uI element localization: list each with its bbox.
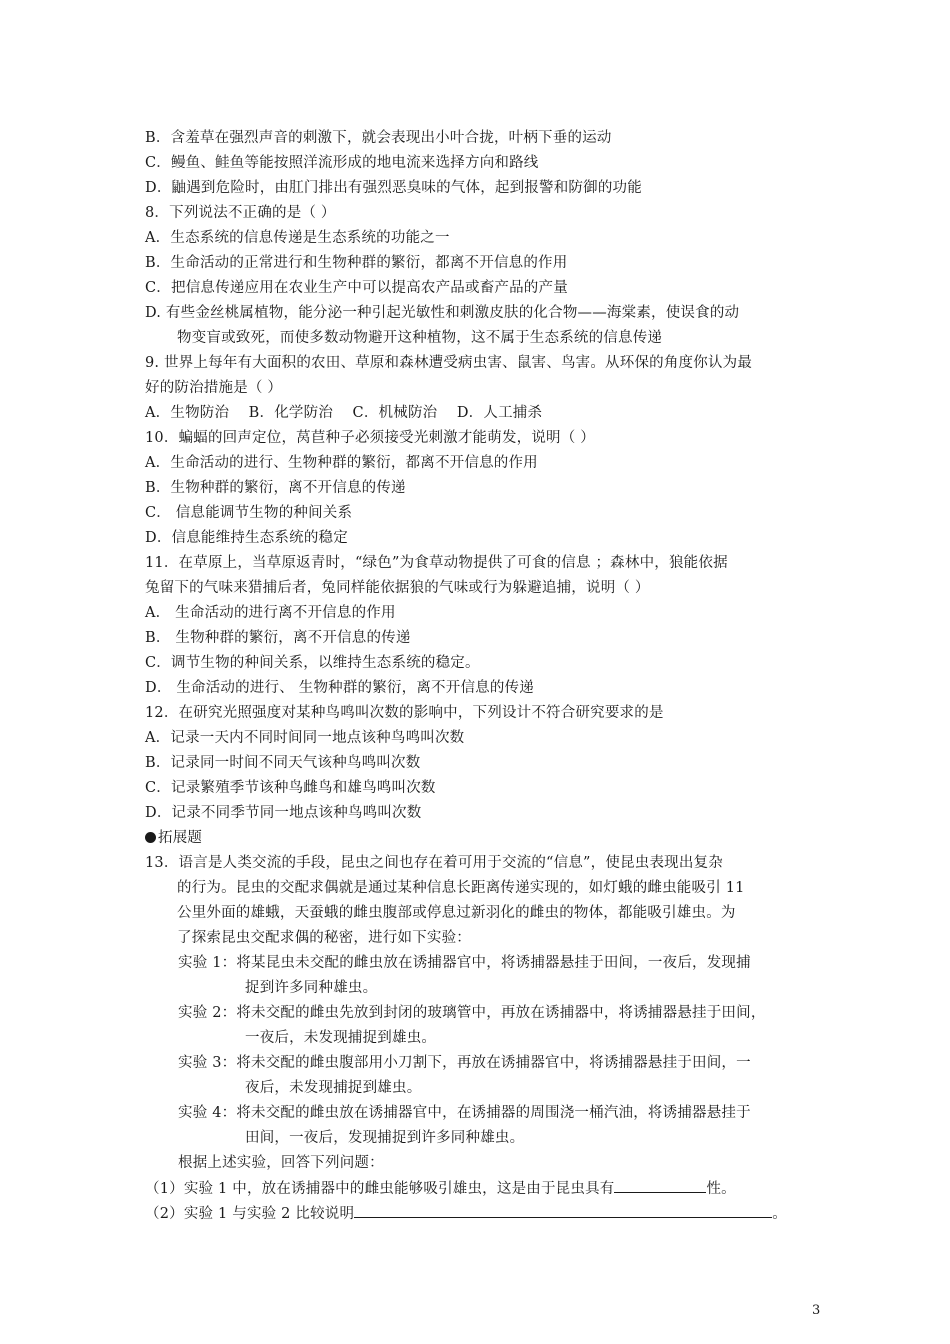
option-7b: B．含羞草在强烈声音的刺激下，就会表现出小叶合拢，叶柄下垂的运动 bbox=[145, 130, 612, 146]
question-9-cont: 好的防治措施是（ ） bbox=[145, 380, 283, 396]
experiment-2: 实验 2：将未交配的雌虫先放到封闭的玻璃管中，再放在诱捕器中，将诱捕器悬挂于田间， bbox=[178, 1005, 766, 1021]
section-heading-label: 拓展题 bbox=[158, 830, 203, 846]
question-10: 10．蝙蝠的回声定位，莴苣种子必须接受光刺激才能萌发，说明（ ） bbox=[145, 430, 595, 446]
option-8a: A．生态系统的信息传递是生态系统的功能之一 bbox=[145, 230, 450, 246]
question-13-cont-2: 公里外面的雄蛾，天蚕蛾的雌虫腹部或停息过新羽化的雌虫的物体，都能吸引雄虫。为 bbox=[177, 905, 736, 921]
question-8: 8．下列说法不正确的是（ ） bbox=[145, 205, 336, 221]
options-9: A．生物防治 B．化学防治 C．机械防治 D．人工捕杀 bbox=[145, 405, 543, 421]
option-10b: B．生物种群的繁衍，离不开信息的传递 bbox=[145, 480, 406, 496]
question-11: 11．在草原上，当草原返青时，“绿色”为食草动物提供了可食的信息 ；森林中，狼能依据 bbox=[145, 555, 728, 571]
question-13-cont-3: 了探索昆虫交配求偶的秘密，进行如下实验： bbox=[177, 930, 471, 946]
answer-prompt: 根据上述实验，回答下列问题： bbox=[178, 1155, 384, 1171]
experiment-3-cont: 夜后，未发现捕捉到雄虫。 bbox=[245, 1080, 422, 1096]
experiment-4: 实验 4：将未交配的雌虫放在诱捕器官中，在诱捕器的周围浇一桶汽油，将诱捕器悬挂于 bbox=[178, 1105, 751, 1121]
sub-question-2-suffix: 。 bbox=[772, 1206, 787, 1222]
option-10c: C． 信息能调节生物的种间关系 bbox=[145, 505, 353, 521]
question-13-cont-1: 的行为。昆虫的交配求偶就是通过某种信息长距离传递实现的，如灯蛾的雌虫能吸引 11 bbox=[177, 880, 745, 896]
option-11d: D． 生命活动的进行、 生物种群的繁衍，离不开信息的传递 bbox=[145, 680, 534, 696]
experiment-1: 实验 1：将某昆虫未交配的雌虫放在诱捕器官中，将诱捕器悬挂于田间，一夜后，发现捕 bbox=[178, 955, 751, 971]
answer-blank-2[interactable] bbox=[354, 1203, 772, 1218]
option-7d: D．鼬遇到危险时，由肛门排出有强烈恶臭味的气体，起到报警和防御的功能 bbox=[145, 180, 642, 196]
experiment-1-cont: 捉到许多同种雄虫。 bbox=[245, 980, 378, 996]
option-8d-cont: 物变盲或致死，而使多数动物避开这种植物，这不属于生态系统的信息传递 bbox=[177, 330, 663, 346]
page-number: 3 bbox=[812, 1303, 821, 1318]
option-8b: B．生命活动的正常进行和生物种群的繁衍，都离不开信息的作用 bbox=[145, 255, 568, 271]
question-12: 12．在研究光照强度对某种鸟鸣叫次数的影响中，下列设计不符合研究要求的是 bbox=[145, 705, 664, 721]
section-heading bbox=[145, 828, 202, 848]
sub-question-2-text: （2）实验 1 与实验 2 比较说明 bbox=[145, 1206, 355, 1222]
experiment-2-cont: 一夜后，未发现捕捉到雄虫。 bbox=[245, 1030, 437, 1046]
option-8c: C．把信息传递应用在农业生产中可以提高农产品或畜产品的产量 bbox=[145, 280, 568, 296]
option-11b: B． 生物种群的繁衍，离不开信息的传递 bbox=[145, 630, 411, 646]
option-10a: A．生命活动的进行、生物种群的繁衍，都离不开信息的作用 bbox=[145, 455, 538, 471]
option-8d: D. 有些金丝桃属植物，能分泌一种引起光敏性和刺激皮肤的化合物——海棠素，使误食的动 bbox=[145, 305, 740, 321]
sub-question-1-suffix: 性。 bbox=[706, 1181, 736, 1197]
option-12d: D．记录不同季节同一地点该种鸟鸣叫次数 bbox=[145, 805, 422, 821]
option-10d: D．信息能维持生态系统的稳定 bbox=[145, 530, 348, 546]
sub-question-1-text: （1）实验 1 中，放在诱捕器中的雌虫能够吸引雄虫，这是由于昆虫具有 bbox=[145, 1181, 615, 1197]
sub-question-2 bbox=[145, 1203, 787, 1224]
option-12a: A．记录一天内不同时间同一地点该种鸟鸣叫次数 bbox=[145, 730, 465, 746]
option-11c: C．调节生物的种间关系，以维持生态系统的稳定。 bbox=[145, 655, 480, 671]
option-11a: A． 生命活动的进行离不开信息的作用 bbox=[145, 605, 396, 621]
experiment-3: 实验 3：将未交配的雌虫腹部用小刀割下，再放在诱捕器官中，将诱捕器悬挂于田间，一 bbox=[178, 1055, 751, 1071]
experiment-4-cont: 田间，一夜后，发现捕捉到许多同种雄虫。 bbox=[245, 1130, 525, 1146]
sub-question-1 bbox=[145, 1178, 736, 1199]
question-11-cont: 兔留下的气味来猎捕后者，兔同样能依据狼的气味或行为躲避追捕，说明（ ） bbox=[145, 580, 650, 596]
option-12c: C．记录繁殖季节该种鸟雌鸟和雄鸟鸣叫次数 bbox=[145, 780, 436, 796]
bullet-icon bbox=[145, 832, 156, 843]
question-13: 13．语言是人类交流的手段，昆虫之间也存在着可用于交流的“信息”，使昆虫表现出复杂 bbox=[145, 855, 723, 871]
answer-blank-1[interactable] bbox=[614, 1178, 706, 1193]
question-9: 9. 世界上每年有大面积的农田、草原和森林遭受病虫害、鼠害、鸟害。从环保的角度你认为最 bbox=[145, 355, 753, 371]
option-12b: B．记录同一时间不同天气该种鸟鸣叫次数 bbox=[145, 755, 421, 771]
option-7c: C．鳗鱼、鲑鱼等能按照洋流形成的地电流来选择方向和路线 bbox=[145, 155, 539, 171]
